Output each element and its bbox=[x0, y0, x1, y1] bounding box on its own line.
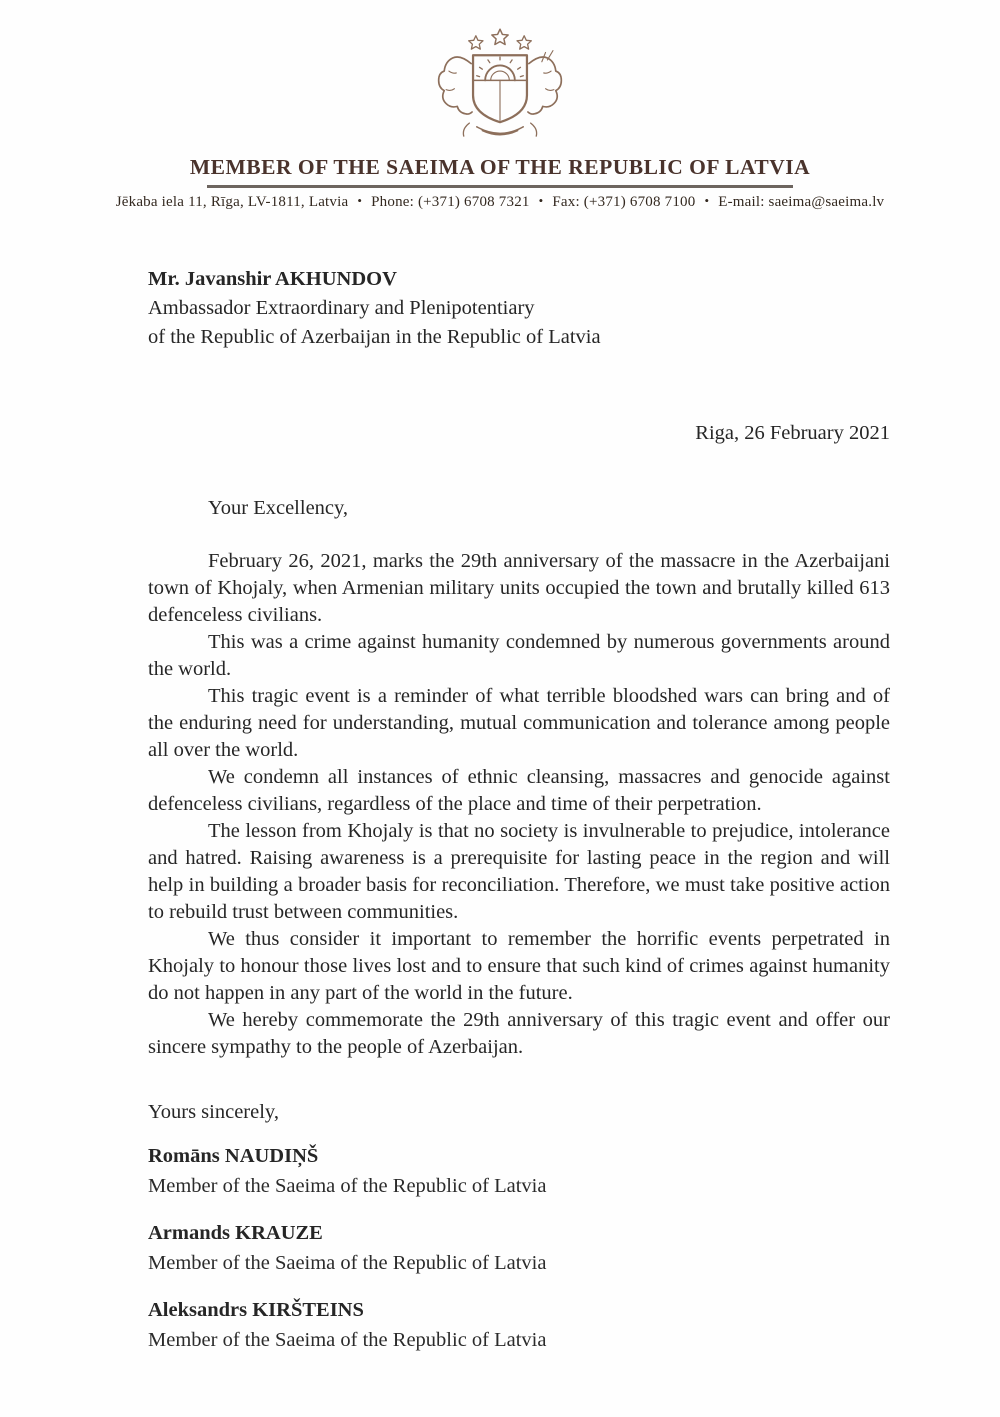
paragraph: We condemn all instances of ethnic cleansing, massacres and genocide against defenceless civilians, regardless of the place and time of their perpetration. bbox=[148, 766, 890, 815]
letterhead-fax: Fax: (+371) 6708 7100 bbox=[552, 194, 696, 210]
recipient-title-line: Ambassador Extraordinary and Plenipotentiary bbox=[148, 297, 535, 319]
paragraph: This was a crime against humanity condemned by numerous governments around the world. bbox=[148, 631, 890, 680]
letterhead-rule bbox=[207, 185, 793, 188]
signatory-name: Aleksandrs KIRŠTEINS bbox=[148, 1299, 364, 1321]
letter-body bbox=[0, 265, 1000, 1355]
closing: Yours sincerely, bbox=[148, 1101, 279, 1123]
bullet-separator: • bbox=[704, 193, 710, 208]
signature-block bbox=[148, 1141, 890, 1201]
paragraph: The lesson from Khojaly is that no society is invulnerable to prejudice, intolerance and hatred. Raising awareness is a prerequisite for lasting peace in the region and will help in building a broader basis for reconciliation. Therefore, we must take positive action to rebuild trust between communities. bbox=[148, 820, 890, 923]
signatory-title: Member of the Saeima of the Republic of Latvia bbox=[148, 1252, 547, 1274]
recipient-country-line: of the Republic of Azerbaijan in the Republic of Latvia bbox=[148, 326, 601, 348]
recipient-block bbox=[148, 265, 890, 352]
dateline: Riga, 26 February 2021 bbox=[695, 422, 890, 444]
paragraph: We thus consider it important to remember the horrific events perpetrated in Khojaly to honour those lives lost and to ensure that such kind of crimes against humanity do not happen in any part of the world in the future. bbox=[148, 928, 890, 1004]
letter-paragraphs bbox=[148, 548, 890, 1061]
recipient-name: Mr. Javanshir AKHUNDOV bbox=[148, 268, 397, 290]
letterhead-address: Jēkaba iela 11, Rīga, LV-1811, Latvia bbox=[115, 194, 349, 210]
signature-block bbox=[148, 1295, 890, 1355]
latvia-coat-of-arms-icon bbox=[421, 26, 579, 149]
paragraph: February 26, 2021, marks the 29th anniversary of the massacre in the Azerbaijani town of Khojaly, when Armenian military units occupied the town and brutally killed 613 defenceless civilians. bbox=[148, 550, 890, 626]
salutation: Your Excellency, bbox=[208, 497, 349, 519]
letterhead-email: E-mail: saeima@saeima.lv bbox=[718, 194, 885, 210]
paragraph: This tragic event is a reminder of what terrible bloodshed wars can bring and of the enduring need for understanding, mutual communication and tolerance among people all over the world. bbox=[148, 685, 890, 761]
signatory-title: Member of the Saeima of the Republic of Latvia bbox=[148, 1175, 547, 1197]
letterhead-contact-line bbox=[0, 194, 1000, 211]
bullet-separator: • bbox=[538, 193, 544, 208]
signatory-name: Romāns NAUDIŅŠ bbox=[148, 1145, 319, 1167]
signature-block bbox=[148, 1218, 890, 1278]
letterhead bbox=[0, 0, 1000, 211]
letterhead-title: MEMBER OF THE SAEIMA OF THE REPUBLIC OF LATVIA bbox=[189, 155, 811, 179]
bullet-separator: • bbox=[357, 193, 363, 208]
letterhead-phone: Phone: (+371) 6708 7321 bbox=[371, 194, 530, 210]
signatory-title: Member of the Saeima of the Republic of Latvia bbox=[148, 1329, 547, 1351]
signatory-name: Armands KRAUZE bbox=[148, 1222, 323, 1244]
paragraph: We hereby commemorate the 29th anniversary of this tragic event and offer our sincere sympathy to the people of Azerbaijan. bbox=[148, 1009, 890, 1058]
